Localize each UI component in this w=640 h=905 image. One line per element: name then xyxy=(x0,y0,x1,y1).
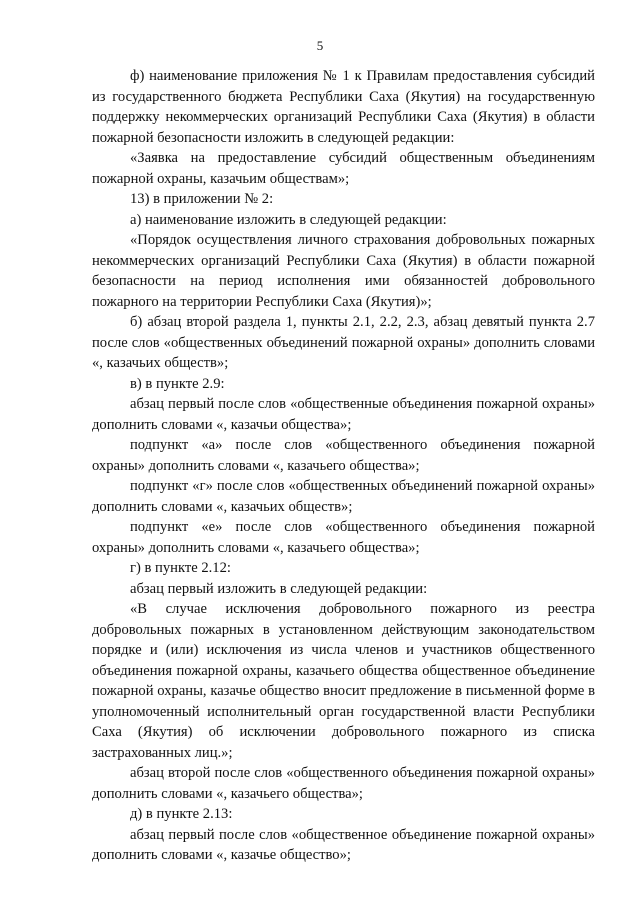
paragraph-exclusion-case: «В случае исключения добровольного пожарного из реестра добровольных пожарных в установленном действующим законодательством порядке и (или) исключения из числа членов и участников общественного объединения пожарной охраны, казачьего общества общественное объединение пожарной охраны, казачье общество вносит предложение в письменной форме в уполномоченный исполнительный орган государственной власти Республики Саха (Якутия) об исключении добровольного пожарного из списка застрахованных лиц.»; xyxy=(92,601,595,761)
paragraph-item-13: 13) в приложении № 2: xyxy=(130,191,274,207)
paragraph-procedure-title: «Порядок осуществления личного страхования добровольных пожарных некоммерческих организаций Республики Саха (Якутия) в области пожарной безопасности на период исполнения ими обязанностей добровольного пожарного на территории Республики Саха (Якутия)»; xyxy=(92,232,595,310)
document-body xyxy=(92,66,595,866)
paragraph-subitem-g: подпункт «г» после слов «общественных объединений пожарной охраны» дополнить словами «, казачьих обществ»; xyxy=(92,478,595,515)
paragraph-b-section-1: б) абзац второй раздела 1, пункты 2.1, 2.2, 2.3, абзац девятый пункта 2.7 после слов «общественных объединений пожарной охраны» дополнить словами «, казачьих обществ»; xyxy=(92,314,595,371)
paragraph-second-subparagraph: абзац второй после слов «общественного объединения пожарной охраны» дополнить словами «, казачьего общества»; xyxy=(92,765,595,802)
paragraph-g-point-2-12: г) в пункте 2.12: xyxy=(130,560,231,576)
paragraph-first-subparagraph-new: абзац первый изложить в следующей редакции: xyxy=(130,580,428,597)
paragraph-d-point-2-13: д) в пункте 2.13: xyxy=(130,806,233,822)
page-number: 5 xyxy=(316,38,324,53)
paragraph-a-name: а) наименование изложить в следующей редакции: xyxy=(130,211,447,228)
paragraph-v-point-2-9: в) в пункте 2.9: xyxy=(130,375,225,392)
paragraph-subitem-a: подпункт «а» после слов «общественного объединения пожарной охраны» дополнить словами «, казачьего общества»; xyxy=(92,437,595,474)
paragraph-first-subparagraph: абзац первый после слов «общественные объединения пожарной охраны» дополнить словами «, казачьи общества»; xyxy=(92,396,595,433)
paragraph-subitem-e: подпункт «е» после слов «общественного объединения пожарной охраны» дополнить словами «, казачьего общества»; xyxy=(92,519,595,556)
paragraph-first-subparagraph-2-13: абзац первый после слов «общественное объединение пожарной охраны» дополнить словами «, казачье общество»; xyxy=(92,826,595,863)
paragraph-f-appendix-1-name: ф) наименование приложения № 1 к Правилам предоставления субсидий из государственного бюджета Республики Саха (Якутия) на государственную поддержку некоммерческих организаций Республики Саха (Якутия) в области пожарной безопасности изложить в следующей редакции: xyxy=(92,68,595,146)
paragraph-application-title: «Заявка на предоставление субсидий общественным объединениям пожарной охраны, казачьим обществам»; xyxy=(92,150,595,187)
